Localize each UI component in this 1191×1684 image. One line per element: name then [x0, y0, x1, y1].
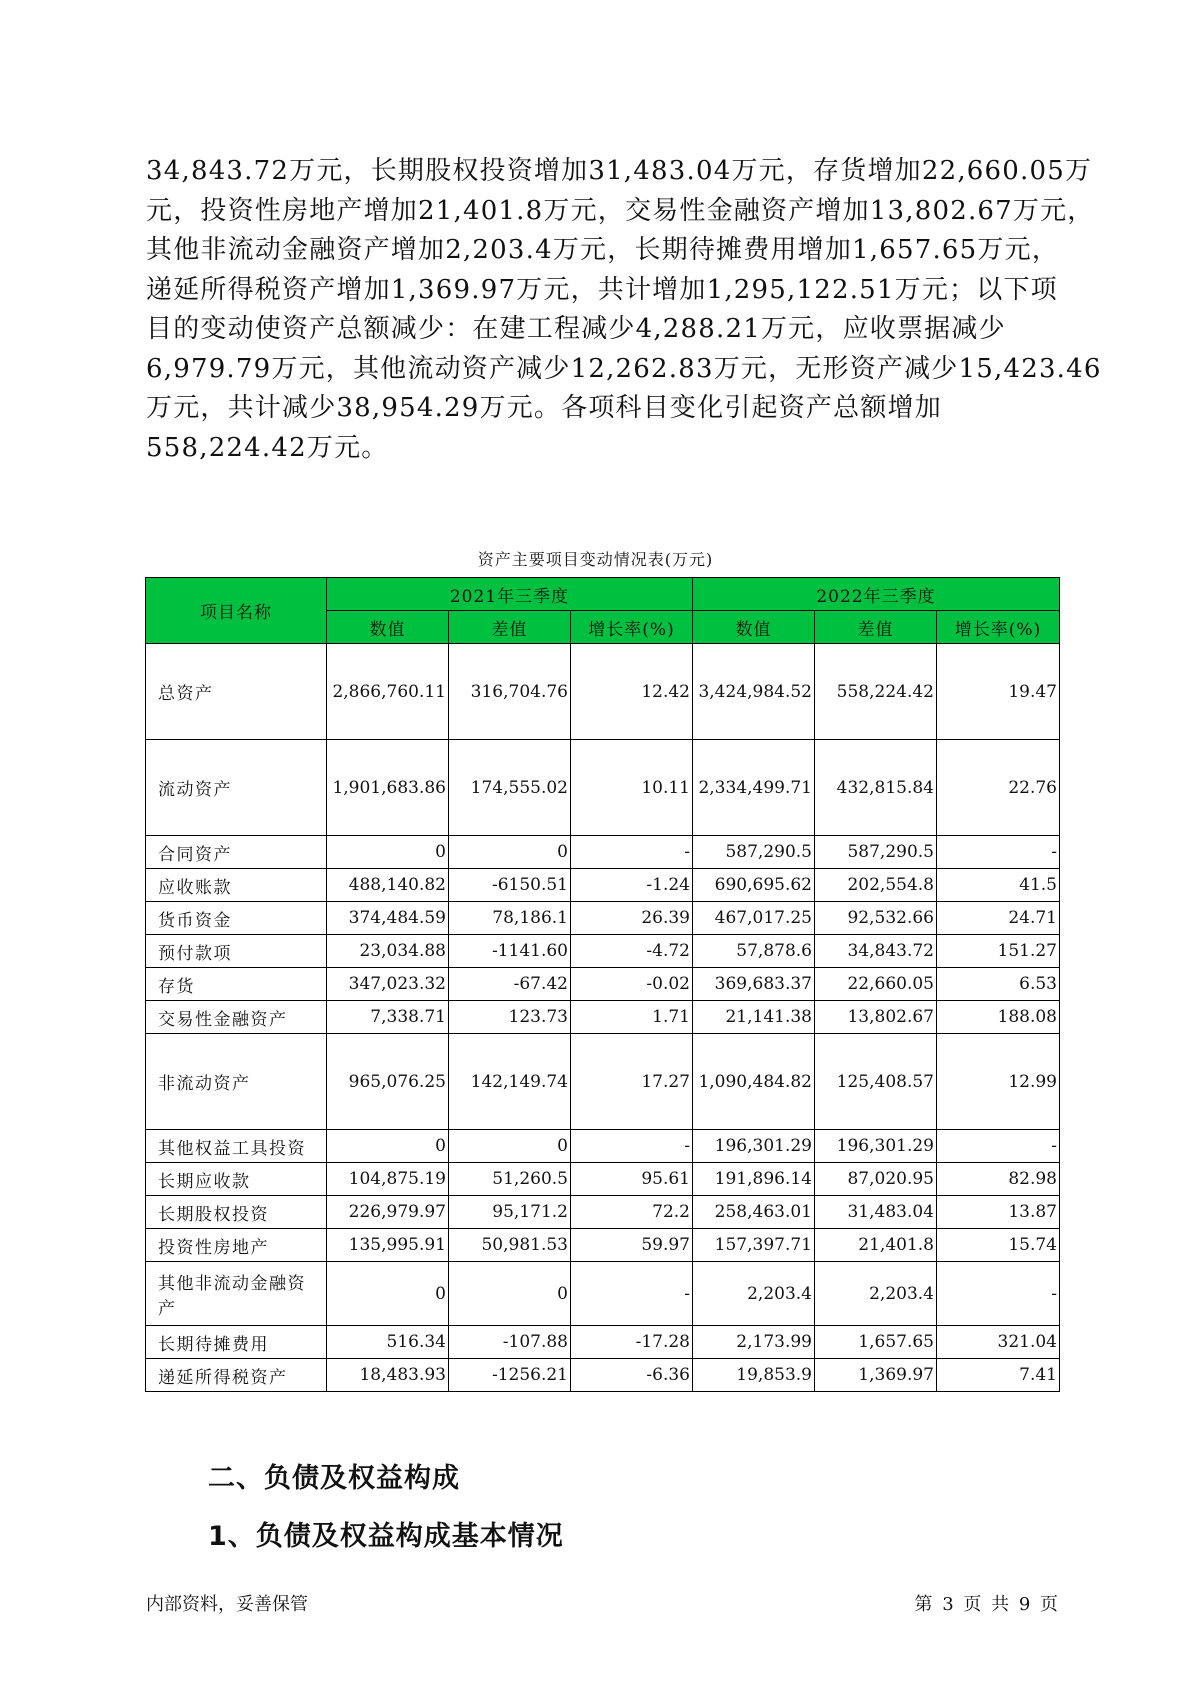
cell-v1: 374,484.59 — [327, 902, 449, 935]
cell-r1: 59.97 — [571, 1229, 693, 1262]
cell-d2: 587,290.5 — [815, 836, 937, 869]
cell-r1: 1.71 — [571, 1001, 693, 1034]
cell-d1: 316,704.76 — [449, 644, 571, 740]
row-item-name: 长期应收款 — [146, 1163, 327, 1196]
cell-v2: 467,017.25 — [693, 902, 815, 935]
cell-r1: - — [571, 836, 693, 869]
table-caption: 资产主要项目变动情况表(万元) — [477, 550, 714, 569]
cell-r2: 151.27 — [937, 935, 1060, 968]
cell-d1: 95,171.2 — [449, 1196, 571, 1229]
cell-d2: 31,483.04 — [815, 1196, 937, 1229]
cell-v2: 587,290.5 — [693, 836, 815, 869]
cell-d2: 13,802.67 — [815, 1001, 937, 1034]
row-item-name: 流动资产 — [146, 740, 327, 836]
cell-d2: 2,203.4 — [815, 1262, 937, 1326]
cell-r2: 22.76 — [937, 740, 1060, 836]
header-item-name: 项目名称 — [146, 578, 327, 644]
cell-v1: 226,979.97 — [327, 1196, 449, 1229]
row-item-name: 存货 — [146, 968, 327, 1001]
paragraph-line: 其他非流动金融资产增加2,203.4万元，长期待摊费用增加1,657.65万元， — [146, 235, 1060, 265]
row-item-name: 总资产 — [146, 644, 327, 740]
cell-r1: - — [571, 1262, 693, 1326]
cell-d1: 123.73 — [449, 1001, 571, 1034]
cell-d2: 125,408.57 — [815, 1034, 937, 1130]
cell-v2: 258,463.01 — [693, 1196, 815, 1229]
cell-d1: -6150.51 — [449, 869, 571, 902]
cell-r2: 188.08 — [937, 1001, 1060, 1034]
cell-v1: 0 — [327, 836, 449, 869]
cell-r1: 12.42 — [571, 644, 693, 740]
cell-r1: 10.11 — [571, 740, 693, 836]
cell-d1: -67.42 — [449, 968, 571, 1001]
cell-r2: 13.87 — [937, 1196, 1060, 1229]
cell-v2: 690,695.62 — [693, 869, 815, 902]
cell-d1: -1141.60 — [449, 935, 571, 968]
cell-v1: 23,034.88 — [327, 935, 449, 968]
cell-d2: 558,224.42 — [815, 644, 937, 740]
row-item-name: 其他非流动金融资产 — [146, 1262, 327, 1326]
table-row — [146, 1001, 1060, 1034]
row-item-name: 递延所得税资产 — [146, 1359, 327, 1392]
table-row — [146, 902, 1060, 935]
cell-d2: 1,657.65 — [815, 1326, 937, 1359]
cell-v2: 369,683.37 — [693, 968, 815, 1001]
cell-r2: 12.99 — [937, 1034, 1060, 1130]
cell-d1: 0 — [449, 1130, 571, 1163]
header-period-2021: 2021年三季度 — [327, 578, 693, 611]
cell-d2: 1,369.97 — [815, 1359, 937, 1392]
header-rate-2022: 增长率(%) — [937, 611, 1060, 644]
row-item-name: 非流动资产 — [146, 1034, 327, 1130]
table-row — [146, 1130, 1060, 1163]
cell-v2: 196,301.29 — [693, 1130, 815, 1163]
paragraph-line: 34,843.72万元，长期股权投资增加31,483.04万元，存货增加22,660.05万 — [146, 156, 1093, 186]
cell-v1: 104,875.19 — [327, 1163, 449, 1196]
cell-r1: -6.36 — [571, 1359, 693, 1392]
table-row — [146, 968, 1060, 1001]
cell-r1: -0.02 — [571, 968, 693, 1001]
row-item-name: 长期股权投资 — [146, 1196, 327, 1229]
cell-r2: 82.98 — [937, 1163, 1060, 1196]
paragraph-line: 元，投资性房地产增加21,401.8万元，交易性金融资产增加13,802.67万元， — [146, 195, 1095, 226]
paragraph-line: 万元，共计减少38,954.29万元。各项科目变化引起资产总额增加 — [146, 393, 942, 423]
paragraph-line: 目的变动使资产总额减少：在建工程减少4,288.21万元，应收票据减少 — [146, 314, 1006, 344]
cell-v1: 1,901,683.86 — [327, 740, 449, 836]
cell-v2: 2,334,499.71 — [693, 740, 815, 836]
table-row — [146, 1359, 1060, 1392]
cell-v1: 0 — [327, 1130, 449, 1163]
table-row — [146, 935, 1060, 968]
cell-d2: 92,532.66 — [815, 902, 937, 935]
cell-d2: 87,020.95 — [815, 1163, 937, 1196]
footer-page-number: 第 3 页 共 9 页 — [914, 1594, 1058, 1615]
header-diff-2022: 差值 — [815, 611, 937, 644]
cell-v2: 1,090,484.82 — [693, 1034, 815, 1130]
cell-r2: - — [937, 1130, 1060, 1163]
row-item-name: 合同资产 — [146, 836, 327, 869]
cell-r1: 95.61 — [571, 1163, 693, 1196]
header-rate-2021: 增长率(%) — [571, 611, 693, 644]
cell-v2: 21,141.38 — [693, 1001, 815, 1034]
cell-v2: 157,397.71 — [693, 1229, 815, 1262]
cell-r2: - — [937, 1262, 1060, 1326]
cell-r2: 6.53 — [937, 968, 1060, 1001]
table-row — [146, 740, 1060, 836]
row-item-name: 长期待摊费用 — [146, 1326, 327, 1359]
header-period-2022: 2022年三季度 — [693, 578, 1060, 611]
cell-r1: 72.2 — [571, 1196, 693, 1229]
paragraph-line: 6,979.79万元，其他流动资产减少12,262.83万元，无形资产减少15,423.46 — [146, 353, 1102, 384]
table-row — [146, 1034, 1060, 1130]
cell-r2: 19.47 — [937, 644, 1060, 740]
paragraph-line: 递延所得税资产增加1,369.97万元，共计增加1,295,122.51万元；以下项 — [146, 274, 1058, 305]
cell-r2: 7.41 — [937, 1359, 1060, 1392]
cell-r2: 24.71 — [937, 902, 1060, 935]
cell-r1: 26.39 — [571, 902, 693, 935]
section-heading: 二、负债及权益构成 — [208, 1463, 460, 1494]
cell-v1: 516.34 — [327, 1326, 449, 1359]
cell-d2: 432,815.84 — [815, 740, 937, 836]
cell-d2: 196,301.29 — [815, 1130, 937, 1163]
cell-r2: - — [937, 836, 1060, 869]
table-row — [146, 836, 1060, 869]
row-item-name: 应收账款 — [146, 869, 327, 902]
row-item-name: 投资性房地产 — [146, 1229, 327, 1262]
cell-r1: -4.72 — [571, 935, 693, 968]
table-row — [146, 1196, 1060, 1229]
cell-d1: 0 — [449, 1262, 571, 1326]
cell-d1: 51,260.5 — [449, 1163, 571, 1196]
cell-v2: 57,878.6 — [693, 935, 815, 968]
cell-v2: 2,173.99 — [693, 1326, 815, 1359]
body-paragraph — [146, 152, 1102, 468]
cell-d1: -1256.21 — [449, 1359, 571, 1392]
row-item-name: 货币资金 — [146, 902, 327, 935]
cell-v1: 0 — [327, 1262, 449, 1326]
cell-d1: 0 — [449, 836, 571, 869]
cell-r2: 321.04 — [937, 1326, 1060, 1359]
table-row — [146, 869, 1060, 902]
header-diff-2021: 差值 — [449, 611, 571, 644]
header-value-2022: 数值 — [693, 611, 815, 644]
cell-d2: 22,660.05 — [815, 968, 937, 1001]
cell-r1: 17.27 — [571, 1034, 693, 1130]
subsection-heading: 1、负债及权益构成基本情况 — [208, 1521, 564, 1552]
table-row — [146, 644, 1060, 740]
cell-v1: 7,338.71 — [327, 1001, 449, 1034]
table-row — [146, 1262, 1060, 1326]
cell-d2: 202,554.8 — [815, 869, 937, 902]
cell-r1: -17.28 — [571, 1326, 693, 1359]
cell-d1: -107.88 — [449, 1326, 571, 1359]
cell-d1: 142,149.74 — [449, 1034, 571, 1130]
cell-v2: 19,853.9 — [693, 1359, 815, 1392]
cell-r1: - — [571, 1130, 693, 1163]
asset-change-table — [145, 577, 1060, 1392]
cell-v1: 135,995.91 — [327, 1229, 449, 1262]
table-row — [146, 1229, 1060, 1262]
cell-v2: 3,424,984.52 — [693, 644, 815, 740]
cell-r2: 41.5 — [937, 869, 1060, 902]
cell-v1: 965,076.25 — [327, 1034, 449, 1130]
cell-r2: 15.74 — [937, 1229, 1060, 1262]
cell-d1: 50,981.53 — [449, 1229, 571, 1262]
row-item-name: 交易性金融资产 — [146, 1001, 327, 1034]
cell-v2: 191,896.14 — [693, 1163, 815, 1196]
row-item-name: 预付款项 — [146, 935, 327, 968]
cell-v1: 2,866,760.11 — [327, 644, 449, 740]
paragraph-line: 558,224.42万元。 — [146, 432, 389, 463]
table-row — [146, 1326, 1060, 1359]
cell-d2: 21,401.8 — [815, 1229, 937, 1262]
cell-v2: 2,203.4 — [693, 1262, 815, 1326]
cell-d1: 78,186.1 — [449, 902, 571, 935]
header-value-2021: 数值 — [327, 611, 449, 644]
footer-confidential-note: 内部资料，妥善保管 — [146, 1594, 308, 1615]
cell-v1: 347,023.32 — [327, 968, 449, 1001]
table-row — [146, 1163, 1060, 1196]
cell-d1: 174,555.02 — [449, 740, 571, 836]
cell-v1: 18,483.93 — [327, 1359, 449, 1392]
row-item-name: 其他权益工具投资 — [146, 1130, 327, 1163]
cell-r1: -1.24 — [571, 869, 693, 902]
cell-d2: 34,843.72 — [815, 935, 937, 968]
cell-v1: 488,140.82 — [327, 869, 449, 902]
